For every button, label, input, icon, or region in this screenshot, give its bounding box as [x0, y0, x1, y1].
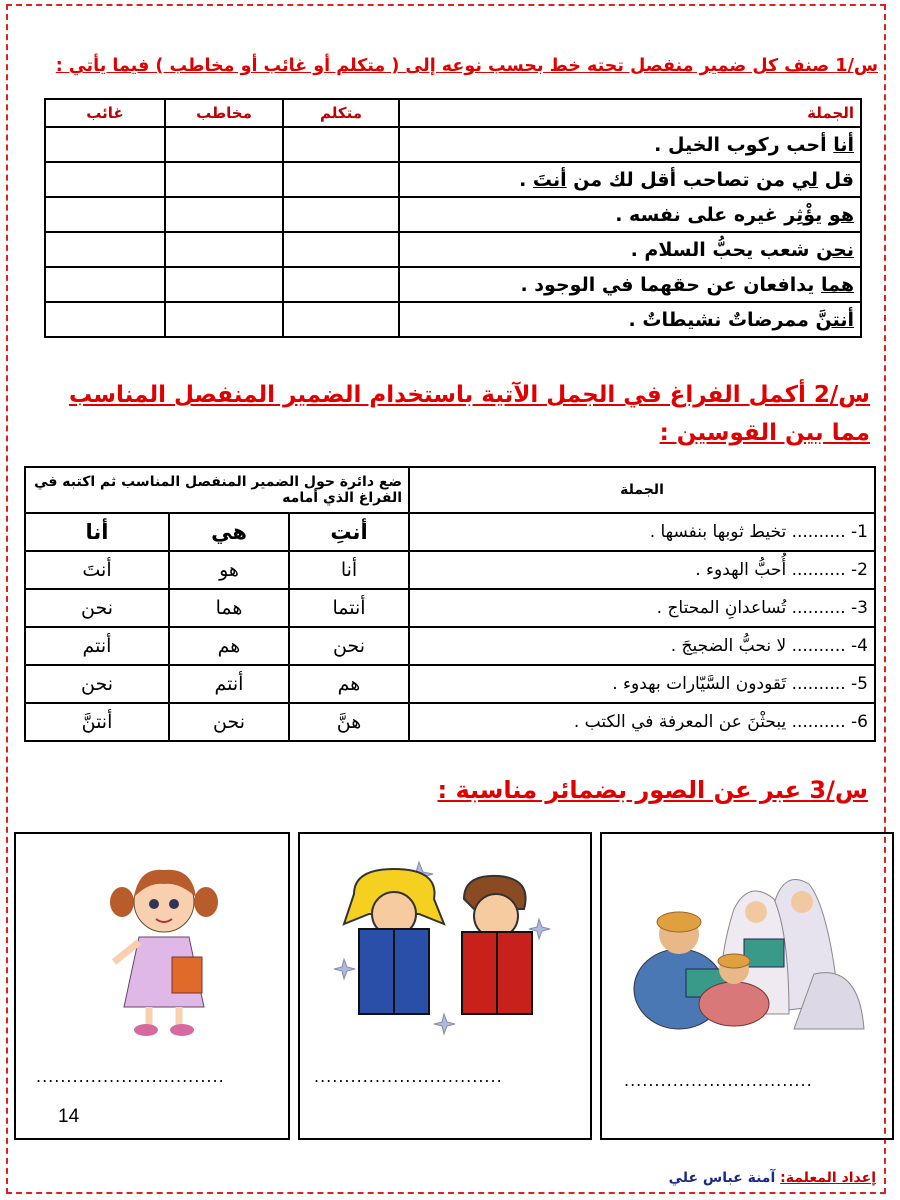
q1-header-speaker: متكلم	[283, 99, 399, 127]
family-reading-illustration	[624, 864, 874, 1034]
q2-option[interactable]: نحن	[25, 589, 169, 627]
q2-table	[24, 466, 876, 742]
q1-header-absent: غائب	[45, 99, 165, 127]
q1-answer-cell[interactable]	[165, 267, 283, 302]
q1-row-sentence: أنا أحب ركوب الخيل .	[399, 127, 861, 162]
q2-option[interactable]: نحن	[25, 665, 169, 703]
q1-answer-cell[interactable]	[165, 232, 283, 267]
q2-header-sentence: الجملة	[409, 467, 875, 513]
q2-option[interactable]: نحن	[169, 703, 289, 741]
q2-option[interactable]: أنا	[289, 551, 409, 589]
q2-option[interactable]: نحن	[289, 627, 409, 665]
q1-answer-cell[interactable]	[45, 302, 165, 337]
q2-header-instruction: ضع دائرة حول الضمير المنفصل المناسب ثم اكتبه في الفراغ الذي أمامه	[25, 467, 409, 513]
picture-box-family	[600, 832, 894, 1140]
q1-answer-cell[interactable]	[283, 162, 399, 197]
q2-option[interactable]: هو	[169, 551, 289, 589]
q1-answer-cell[interactable]	[165, 197, 283, 232]
q2-option[interactable]: هما	[169, 589, 289, 627]
q1-header-sentence: الجملة	[399, 99, 861, 127]
q1-title: س/1 صنف كل ضمير منفصل تحته خط بحسب نوعه إلى ( متكلم أو غائب أو مخاطب ) فيما يأتي :	[55, 56, 878, 76]
q1-row-sentence: هما يدافعان عن حقهما في الوجود .	[399, 267, 861, 302]
q1-row-sentence: نحن شعب يحبُّ السلام .	[399, 232, 861, 267]
q1-answer-cell[interactable]	[165, 162, 283, 197]
q1-table	[44, 98, 862, 338]
footer-credit	[669, 1170, 876, 1186]
q2-title: س/2 أكمل الفراغ في الجمل الآتية باستخدام الضمير المنفصل المناسب مما بين القوسين :	[69, 382, 870, 446]
q1-answer-cell[interactable]	[283, 302, 399, 337]
girl-with-book-illustration	[104, 862, 224, 1037]
answer-line[interactable]: ...............................	[314, 1067, 503, 1086]
q2-sentence: 3- .......... تُساعدانِ المحتاج .	[409, 589, 875, 627]
q2-sentence: 4- .......... لا نحبُّ الضجيجَ .	[409, 627, 875, 665]
q2-option[interactable]: أنتَ	[25, 551, 169, 589]
q1-answer-cell[interactable]	[165, 127, 283, 162]
q1-answer-cell[interactable]	[283, 267, 399, 302]
answer-line[interactable]: ...............................	[624, 1071, 813, 1090]
q1-answer-cell[interactable]	[45, 267, 165, 302]
q2-option[interactable]: هم	[289, 665, 409, 703]
q1-header-addressee: مخاطب	[165, 99, 283, 127]
kids-reading-illustration	[324, 854, 574, 1044]
footer-label: إعداد المعلمة:	[780, 1170, 876, 1186]
picture-box-kids	[298, 832, 592, 1140]
picture-box-girl	[14, 832, 290, 1140]
q2-option[interactable]: هنَّ	[289, 703, 409, 741]
q2-option[interactable]: أنتم	[25, 627, 169, 665]
q2-option[interactable]: أنتنَّ	[25, 703, 169, 741]
q1-answer-cell[interactable]	[45, 197, 165, 232]
q1-answer-cell[interactable]	[283, 127, 399, 162]
answer-line[interactable]: ...............................	[36, 1067, 225, 1086]
q1-row-sentence: قل لي من تصاحب أقل لك من أنتَ .	[399, 162, 861, 197]
teacher-name: آمنة عباس علي	[668, 1170, 776, 1186]
q2-sentence: 6- .......... يبحثْنَ عن المعرفة في الكتب .	[409, 703, 875, 741]
q3-title: س/3 عبر عن الصور بضمائر مناسبة :	[437, 776, 868, 804]
q1-answer-cell[interactable]	[45, 162, 165, 197]
q1-row-sentence: هو يؤْثِر غيره على نفسه .	[399, 197, 861, 232]
q1-answer-cell[interactable]	[283, 232, 399, 267]
q2-sentence: 1- .......... تخيط ثوبها بنفسها .	[409, 513, 875, 551]
q2-option[interactable]: هي	[169, 513, 289, 551]
q1-answer-cell[interactable]	[45, 127, 165, 162]
q1-answer-cell[interactable]	[45, 232, 165, 267]
q1-row-sentence: أنتنَّ ممرضاتٌ نشيطاتٌ .	[399, 302, 861, 337]
q2-sentence: 2- .......... أُحبُّ الهدوء .	[409, 551, 875, 589]
q2-option[interactable]: أنتما	[289, 589, 409, 627]
q2-option[interactable]: أنا	[25, 513, 169, 551]
page-number: 14	[58, 1106, 80, 1127]
q1-answer-cell[interactable]	[165, 302, 283, 337]
q2-option[interactable]: أنتِ	[289, 513, 409, 551]
q2-sentence: 5- .......... تَقودون السَّيّارات بهدوء .	[409, 665, 875, 703]
q2-option[interactable]: هم	[169, 627, 289, 665]
q2-option[interactable]: أنتم	[169, 665, 289, 703]
q1-answer-cell[interactable]	[283, 197, 399, 232]
